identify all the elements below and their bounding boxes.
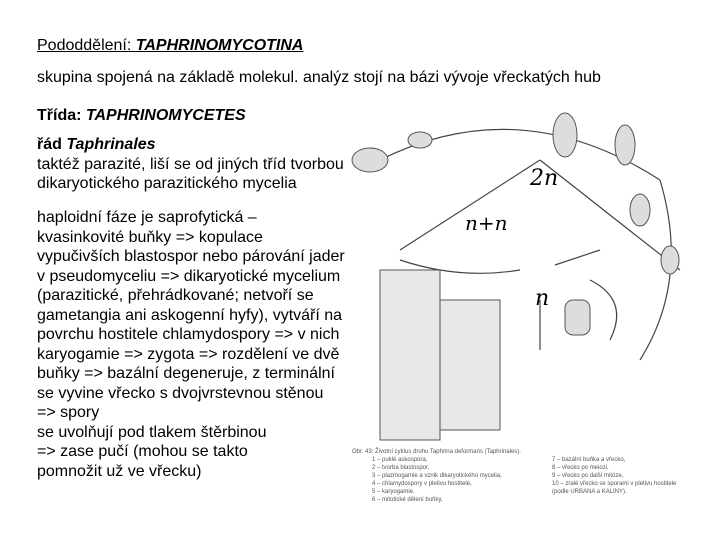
body-line: (parazitické, přehrádkované; netvoří se — [37, 287, 314, 304]
label-haploid: n — [535, 286, 550, 311]
body-line: haploidní fáze je saprofytická – — [37, 209, 257, 226]
order-heading — [37, 135, 344, 155]
class-name: TAPHRINOMYCETES — [85, 107, 246, 124]
title-taxon: TAPHRINOMYCOTINA — [135, 37, 304, 54]
cell-drawing — [565, 300, 590, 335]
arrow — [590, 280, 617, 340]
divider-line — [400, 160, 540, 250]
host-tissue-drawing — [380, 270, 440, 440]
legend-item: 1 – puklé askospora, — [372, 457, 428, 463]
legend-item: 4 – chlamydospory v pletivu hostitele, — [372, 481, 472, 487]
body-line: => zase pučí (mohou se takto — [37, 443, 248, 460]
body-text — [37, 208, 345, 481]
life-cycle-diagram — [340, 100, 700, 445]
legend-item: 2 – tvorba blastospor, — [372, 465, 430, 471]
body-line: gametangia ani askogenní hyfy), vytváří na — [37, 306, 343, 324]
body-line: v pseudomyceliu => dikaryotické mycelium — [37, 267, 341, 285]
title-label: Pododdělení: — [37, 37, 132, 54]
body-line: pomnožit už ve vřecku) — [37, 462, 202, 480]
figure-caption — [352, 448, 677, 503]
blastospore-drawing — [408, 132, 432, 148]
divider-line — [540, 160, 680, 270]
legend-item: 8 – vřecko po meiozi, — [552, 465, 609, 471]
label-dikaryon: n+n — [465, 211, 508, 235]
blastospore-drawing — [352, 148, 388, 172]
body-line: karyogamie => zygota => rozdělení ve dvě — [37, 345, 340, 363]
ascus-drawing — [630, 194, 650, 226]
body-line: => spory — [37, 404, 100, 421]
caption-title: Obr. 43: Životní cyklus druhu Taphrina deformans (Taphrinales). — [352, 449, 521, 455]
legend-item: 5 – karyogamie, — [372, 489, 415, 495]
class-label: Třída: — [37, 107, 82, 124]
order-desc-line: taktéž parazité, liší se od jiných tříd tvorbou — [37, 155, 344, 173]
legend-item: 6 – mitotické dělení buňky, — [372, 497, 443, 503]
ascus-drawing — [661, 246, 679, 274]
order-desc-line: dikaryotického parazitického mycelia — [37, 175, 297, 192]
legend-item: 3 – plazmogamie a vznik dikaryotického mycelia, — [372, 473, 502, 479]
legend-item: 7 – bazální buňka a vřecko, — [552, 457, 626, 463]
legend-right — [552, 456, 720, 496]
class-heading — [37, 106, 246, 126]
body-line: povrchu hostitele chlamydospory => v nich — [37, 326, 340, 343]
page-title — [37, 36, 303, 56]
order-label: řád — [37, 136, 62, 153]
body-line: buňky => bazální degeneruje, z terminální — [37, 365, 335, 382]
legend-item: 10 – zralé vřecko se sporami v pletivu hostitele — [552, 481, 677, 487]
body-line: vypučivších blastospor nebo párování jader — [37, 248, 345, 265]
body-line: se uvolňují pod tlakem štěrbinou — [37, 423, 267, 441]
subtitle: skupina spojená na základě molekul. analýz stojí na bázi vývoje vřeckatých hub — [37, 69, 601, 86]
ascus-drawing — [553, 113, 577, 157]
order-name: Taphrinales — [66, 136, 156, 153]
legend-item: (podle URBANA a KALINY). — [552, 489, 627, 495]
legend-item: 9 – vřecko po další mitóze, — [552, 473, 624, 479]
arrow — [555, 250, 600, 265]
order-block — [37, 135, 344, 194]
legend-left — [372, 456, 542, 504]
label-diploid: 2n — [530, 166, 559, 191]
body-line: kvasinkovité buňky => kopulace — [37, 228, 263, 246]
body-line: se vyvine vřecko s dvojvrstevnou stěnou — [37, 384, 324, 402]
host-tissue-drawing — [440, 300, 500, 430]
ascus-drawing — [615, 125, 635, 165]
